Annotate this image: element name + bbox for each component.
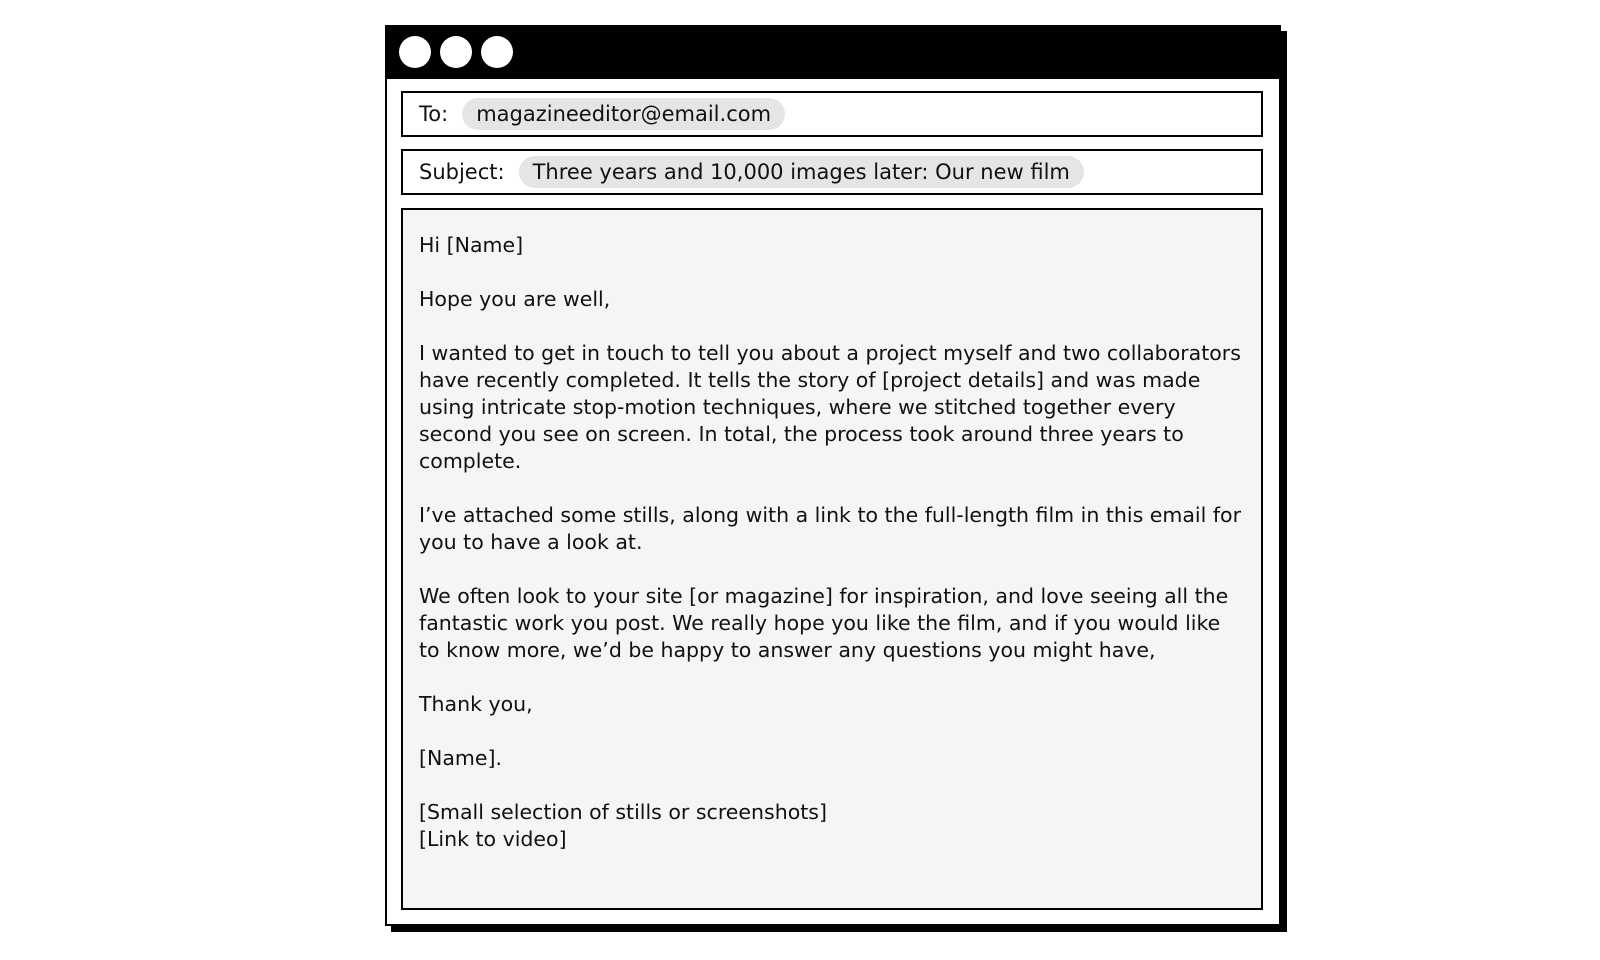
to-label: To: xyxy=(419,102,449,126)
paragraph-project: I wanted to get in touch to tell you about a project myself and two collaborators have recently completed. It tells the story of [project details] and was made using intricate stop-motion techniques, where we stitched together every second you see on screen. In total, the process took around three years to complete. xyxy=(419,341,1241,473)
greeting-text: Hi [Name] xyxy=(419,233,524,257)
window-maximize-dot-icon[interactable] xyxy=(481,36,513,68)
signoff-text: Thank you, xyxy=(419,692,533,716)
window-titlebar xyxy=(387,27,1279,79)
subject-label: Subject: xyxy=(419,160,505,184)
email-window xyxy=(385,25,1281,926)
subject-field[interactable] xyxy=(401,149,1263,195)
signature-text: [Name]. xyxy=(419,746,502,770)
paragraph-attachments: I’ve attached some stills, along with a link to the full-length film in this email for you to have a look at. xyxy=(419,503,1242,554)
attachment-note: [Small selection of stills or screenshots] xyxy=(419,800,827,824)
video-link-note[interactable]: [Link to video] xyxy=(419,827,567,851)
paragraph-inspiration: We often look to your site [or magazine] for inspiration, and love seeing all the fantastic work you post. We really hope you like the film, and if you would like to know more, we’d be happy to answer any questions you might have, xyxy=(419,584,1229,662)
to-field[interactable] xyxy=(401,91,1263,137)
opening-text: Hope you are well, xyxy=(419,287,611,311)
recipient-chip[interactable]: magazineeditor@email.com xyxy=(462,98,785,130)
subject-chip[interactable]: Three years and 10,000 images later: Our new film xyxy=(519,156,1084,188)
message-body[interactable] xyxy=(401,208,1263,910)
window-close-dot-icon[interactable] xyxy=(399,36,431,68)
window-minimize-dot-icon[interactable] xyxy=(440,36,472,68)
